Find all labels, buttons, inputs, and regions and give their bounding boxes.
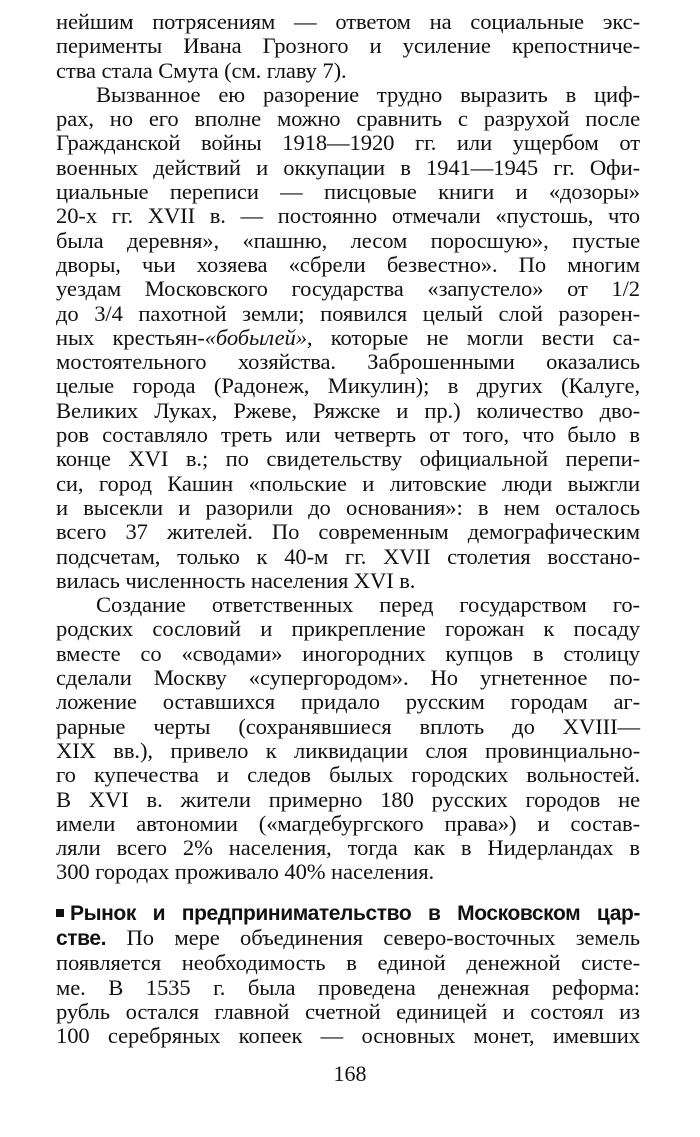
section-heading: Рынок и предпринимательство в Московском цар- (70, 901, 640, 925)
text-line: ложение оставшихся придало русским городам аг- (56, 689, 640, 715)
section-heading-continued: стве. (56, 926, 107, 950)
text-line: конце XVI в.; по свидетельству официальной перепи- (56, 446, 640, 472)
text-line: рарные черты (сохранявшиеся вплоть до XVIII— (56, 713, 640, 739)
text-line: Гражданской войны 1918—1920 гг. или ущербом от (56, 130, 640, 156)
section-heading-line (56, 926, 640, 951)
text-line: ства стала Смута (см. главу 7). (56, 57, 347, 83)
text-line: рах, но его вполне можно сравнить с разрухой после (56, 106, 640, 132)
italic-term: «бобылей» (204, 324, 307, 350)
text-line: Великих Луках, Ржеве, Ряжске и пр.) количество дво- (56, 397, 640, 423)
text-line: и высекли и разорили до основания»: в нем осталось (56, 494, 640, 520)
text-line: В XVI в. жители примерно 180 русских городов не (56, 786, 640, 812)
text-line: ных крестьян-«бобылей», которые не могли вести са- (56, 324, 640, 350)
section (56, 901, 640, 1049)
text-line: вместе со «сводами» иногородних купцов в столицу (56, 640, 640, 666)
section-heading-line (56, 901, 640, 926)
section-gap (56, 885, 640, 901)
text-line: 300 городах проживало 40% населения. (56, 859, 435, 885)
text-line: ме. В 1535 г. была проведена денежная реформа: (56, 974, 640, 1000)
section-text: По мере объединения северо-восточных земель (106, 924, 640, 950)
text-line: подсчетам, только к 40-м гг. XVII столетия восстано- (56, 543, 640, 569)
paragraph (56, 10, 640, 83)
text-line: родских сословий и прикрепление горожан к посаду (56, 616, 640, 642)
text-line: ляли всего 2% населения, тогда как в Нидерландах в (56, 835, 640, 861)
text-line: 20-х гг. XVII в. — постоянно отмечали «пустошь, что (56, 203, 640, 229)
text-line: ров составляло треть или четверть от того, что было в (56, 422, 640, 448)
text-line: Вызванное ею разорение трудно выразить в циф- (96, 81, 640, 107)
text-line: перименты Ивана Грозного и усиление крепостниче- (56, 33, 640, 59)
text-line: всего 37 жителей. По современным демографическим (56, 519, 640, 545)
section-body (56, 951, 640, 1048)
text-line: нейшим потрясениям — ответом на социальные экс- (56, 9, 640, 34)
square-bullet-icon (56, 909, 64, 917)
text-line: си, город Кашин «польские и литовские люди выжгли (56, 470, 640, 496)
body-text (56, 10, 640, 885)
text-line: целые города (Радонеж, Микулин); в других (Калуге, (56, 373, 640, 399)
text-line: имели автономии («магдебургского права») и состав- (56, 810, 640, 836)
text-line: уездам Московского государства «запустело» от 1/2 (56, 276, 640, 302)
text-line: дворы, чьи хозяева «сбрели безвестно». По многим (56, 251, 640, 277)
text-line: военных действий и оккупации в 1941—1945 гг. Офи- (56, 154, 640, 180)
text-line: 100 серебряных копеек — основных монет, имевших (56, 1023, 640, 1049)
text-line: XIX вв.), привело к ликвидации слоя провинциально- (56, 737, 640, 763)
text-line: го купечества и следов былых городских вольностей. (56, 762, 640, 788)
paragraph (56, 593, 640, 885)
text-line: мостоятельного хозяйства. Заброшенными оказались (56, 349, 640, 375)
text-line: была деревня», «пашню, лесом поросшую», пустые (56, 227, 640, 253)
page-number: 168 (333, 1061, 367, 1086)
text-line: Создание ответственных перед государством го- (96, 592, 640, 618)
text-line: циальные переписи — писцовые книги и «дозоры» (56, 179, 640, 205)
text-line: сделали Москву «супергородом». Но угнетенное по- (56, 665, 640, 691)
text-line: рубль остался главной счетной единицей и состоял из (56, 998, 640, 1024)
text-line: вилась численность населения XVI в. (56, 567, 416, 593)
text-line: до 3/4 пахотной земли; появился целый слой разорен- (56, 300, 640, 326)
book-page (56, 10, 640, 1048)
text-line: появляется необходимость в единой денежной систе- (56, 950, 640, 976)
paragraph (56, 83, 640, 593)
